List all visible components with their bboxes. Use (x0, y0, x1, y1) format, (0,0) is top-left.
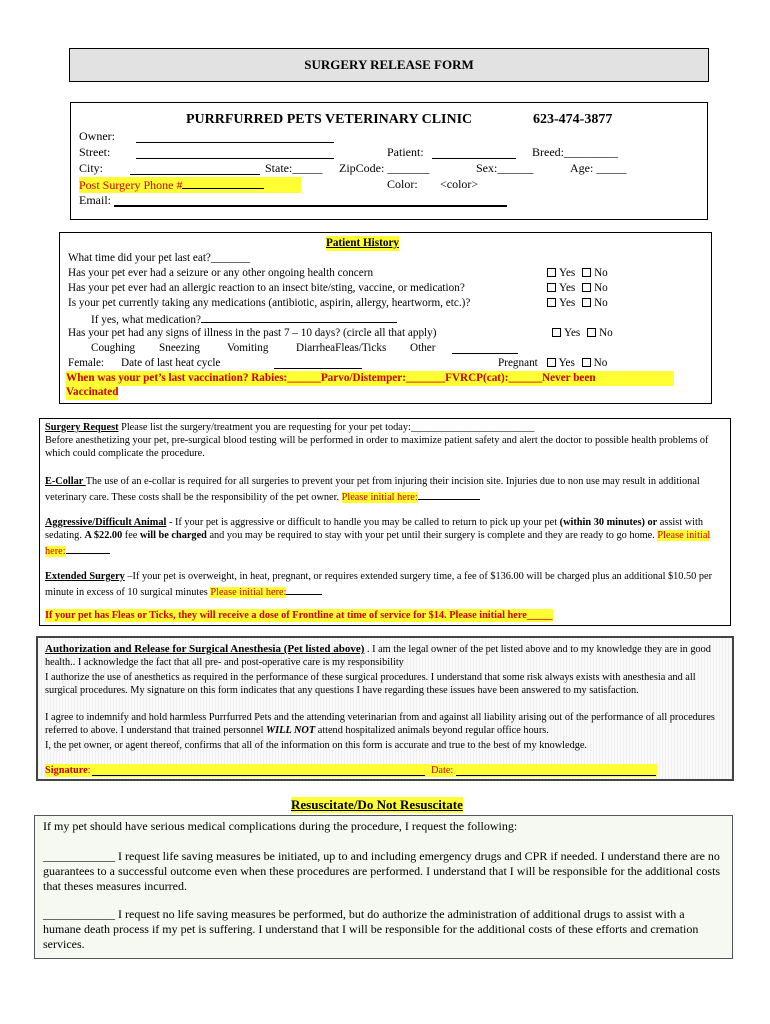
no-label: No (594, 297, 608, 309)
breed-label: Breed:_________ (532, 145, 618, 159)
authorization-para-1 (45, 643, 713, 669)
date-label: Date: (431, 765, 454, 776)
other-field[interactable] (452, 342, 518, 354)
patient-field[interactable] (432, 147, 516, 159)
authorization-p3a: I agree to indemnify and hold harmless Purrfurred Pets and the attending veterinarian from and against all liability arising out of the performance of all procedures referred to above. I understand that trained personnel (45, 712, 715, 736)
email-field[interactable] (114, 205, 507, 207)
symptom-other[interactable]: Other (410, 342, 436, 354)
extended-initial-field[interactable] (286, 583, 322, 595)
yes-label: Yes (559, 282, 576, 294)
no-label: No (599, 327, 613, 339)
extended-initial-label: Please initial here: (210, 587, 287, 598)
form-title: SURGERY RELEASE FORM (304, 57, 474, 72)
q-seizure: Has your pet ever had a seizure or any other ongoing health concern (68, 267, 374, 279)
aggressive-within: (within 30 minutes) (559, 517, 645, 528)
signature-colon: : (87, 765, 91, 776)
ecollar-initial-label: Please initial here: (341, 492, 418, 503)
authorization-p3c: attend hospitalized animals beyond regular office hours. (315, 725, 549, 736)
fleas-ticks-notice[interactable]: If your pet has Fleas or Ticks, they will receive a dose of Frontline at time of service for $14. Please initial here_____ (45, 610, 553, 621)
post-surgery-phone-label (79, 177, 301, 193)
yes-label: Yes (559, 297, 576, 309)
symptom-diarrhea-fleas[interactable]: DiarrheaFleas/Ticks (296, 342, 387, 354)
aggressive-or: or (647, 517, 658, 528)
ecollar-text: The use of an e-collar is required for all surgeries to prevent your pet from injuring their incision site. Injuries due to non use may result in additional veterinary care. These costs shall be the responsibility of the pet owner. (45, 476, 700, 503)
symptom-vomiting[interactable]: Vomiting (227, 342, 269, 354)
heat-cycle-field[interactable] (274, 357, 362, 369)
checkbox-no[interactable] (582, 358, 591, 367)
surgery-request-title: Surgery Request (45, 422, 119, 433)
heat-cycle-label: Date of last heat cycle (121, 357, 221, 369)
checkbox-no[interactable] (582, 298, 591, 307)
no-label: No (594, 282, 608, 294)
clinic-phone: 623-474-3877 (533, 112, 613, 127)
checkbox-no[interactable] (587, 328, 596, 337)
color-label: Color: (387, 177, 418, 191)
aggressive-section (45, 516, 725, 558)
authorization-para-4: I, the pet owner, or agent thereof, confirms that all of the information on this form is accurate and true to the best of my knowledge. (45, 740, 588, 751)
aggressive-fee: A $22.00 (84, 530, 123, 541)
yes-label: Yes (564, 327, 581, 339)
aggressive-text-2: assist with sedating. (45, 517, 703, 541)
state-label: State:_____ (265, 161, 323, 175)
ecollar-title: E-Collar (45, 476, 86, 487)
resuscitate-intro: If my pet should have serious medical complications during the procedure, I request the following: (43, 819, 518, 833)
vaccination-line-1[interactable]: When was your pet’s last vaccination? Rabies:______Parvo/Distemper:_______FVRCP(cat):______Never been (66, 372, 596, 384)
form-title-bar (69, 48, 709, 82)
resuscitate-title: Resuscitate/Do Not Resuscitate (291, 797, 463, 812)
signature-field[interactable] (92, 775, 425, 776)
clinic-name: PURRFURRED PETS VETERINARY CLINIC (186, 112, 473, 127)
aggressive-charged: will be charged (139, 530, 207, 541)
checkbox-no[interactable] (582, 283, 591, 292)
sex-label: Sex:______ (476, 161, 534, 175)
extended-surgery-section (45, 570, 725, 599)
checkbox-yes[interactable] (552, 328, 561, 337)
resuscitate-option-2[interactable]: ____________ I request no life saving measures be performed, but do authorize the administration of additional drugs to assist with a humane death process if my pet is suffering. I understand that I will be responsible for the additional costs of these efforts and cremation services. (43, 907, 699, 951)
surgery-request-text[interactable]: Please list the surgery/treatment you are requesting for your pet today:________________________ (118, 422, 535, 433)
aggressive-initial-field[interactable] (66, 542, 110, 554)
vaccination-question (66, 371, 674, 386)
signature-label: Signature (45, 765, 88, 776)
authorization-para-2: I authorize the use of anesthetics as required in the performance of these surgical procedures. I understand that some risk always exists with anesthesia and all surgical procedures. My signature on this form indicates that any questions I have regarding these issues have been answered to my satisfaction. (45, 672, 696, 696)
phone-label-text: Post Surgery Phone # (79, 178, 183, 192)
q-medications: Is your pet currently taking any medications (antibiotic, aspirin, allergy, heartworm, etc.)? (68, 297, 471, 309)
checkbox-yes[interactable] (547, 298, 556, 307)
email-label: Email: (79, 193, 111, 207)
anesthetic-notice: Before anesthetizing your pet, pre-surgical blood testing will be performed in order to maximize patient safety and alert the doctor to possible health problems of which could complicate the procedure. (45, 435, 709, 459)
ecollar-section (45, 475, 725, 504)
signature-line (45, 764, 657, 777)
city-label: City: (79, 161, 104, 175)
q-illness: Has your pet had any signs of illness in the past 7 – 10 days? (circle all that apply) (68, 327, 437, 339)
vaccination-question-2: Vaccinated (66, 386, 119, 398)
pregnant-label: Pregnant (498, 357, 538, 369)
aggressive-text-1: - If your pet is aggressive or difficult to handle you may be called to return to pick up your pet (166, 517, 560, 528)
owner-label: Owner: (79, 129, 115, 143)
yesno-illness (552, 326, 613, 341)
zip-label: ZipCode: _______ (339, 161, 430, 175)
aggressive-text-4: and you may be required to stay with your pet until their surgery is complete and they are ready to go home. (206, 530, 658, 541)
yesno-seizure (547, 266, 608, 281)
street-field[interactable] (136, 147, 334, 159)
pregnant-yesno (498, 356, 607, 371)
aggressive-text-3: fee (122, 530, 140, 541)
age-label: Age: _____ (570, 161, 627, 175)
street-label: Street: (79, 145, 111, 159)
surgery-request (45, 421, 725, 434)
q-last-eat: What time did your pet last eat?_______ (68, 252, 251, 264)
yesno-allergy (547, 281, 608, 296)
color-value[interactable]: <color> (440, 177, 479, 191)
extended-surgery-title: Extended Surgery (45, 571, 125, 582)
no-label: No (593, 357, 608, 369)
patient-history-title: Patient History (326, 237, 400, 249)
owner-field[interactable] (136, 131, 334, 143)
extended-surgery-text: –If your pet is overweight, in heat, pregnant, or requires extended surgery time, a fee of $136.00 will be charged plus an additional $10.50 per minute in excess of 10 surgical minutes (45, 571, 713, 598)
symptom-sneezing[interactable]: Sneezing (159, 342, 201, 354)
checkbox-yes[interactable] (547, 358, 556, 367)
patient-label: Patient: (387, 145, 424, 159)
symptom-coughing[interactable]: Coughing (91, 342, 136, 354)
aggressive-initial-label: Please initial here: (45, 530, 711, 557)
aggressive-title: Aggressive/Difficult Animal (45, 517, 167, 528)
checkbox-yes[interactable] (547, 283, 556, 292)
female-label: Female: (68, 357, 105, 369)
city-field[interactable] (130, 163, 260, 175)
authorization-will-not: WILL NOT (266, 725, 316, 736)
post-surgery-phone-field[interactable] (182, 177, 264, 189)
checkbox-no[interactable] (582, 268, 591, 277)
q-allergy: Has your pet ever had an allergic reaction to an insect bite/sting, vaccine, or medication? (68, 282, 465, 294)
ecollar-initial-field[interactable] (418, 488, 480, 500)
date-field[interactable] (456, 775, 656, 776)
resuscitate-option-1[interactable]: ____________ I request life saving measures be initiated, up to and including emergency drugs and CPR if needed. I understand there are no guarantees to a successful outcome even when these procedures are performed. I understand that I will be responsible for the additional costs that theses measures incurred. (43, 849, 721, 893)
yesno-medications (547, 296, 608, 311)
authorization-p1-text: . I am the legal owner of the pet listed above and to my knowledge they are in good health.. I acknowledge the fact that all pre- and post-operative care is my responsibility (45, 644, 711, 668)
authorization-title: Authorization and Release for Surgical Anesthesia (Pet listed above) (45, 643, 365, 655)
checkbox-yes[interactable] (547, 268, 556, 277)
medication-field[interactable] (201, 311, 397, 323)
authorization-para-3 (45, 711, 720, 737)
yes-label: Yes (558, 357, 575, 369)
no-label: No (594, 267, 608, 279)
q-what-medication-text: If yes, what medication? (91, 314, 201, 326)
yes-label: Yes (559, 267, 576, 279)
